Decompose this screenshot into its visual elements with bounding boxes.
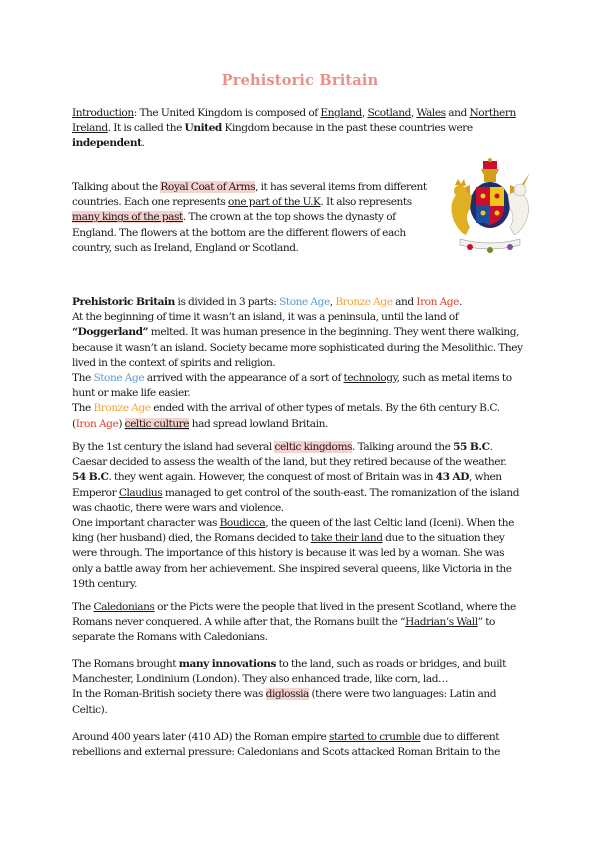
document-title: Prehistoric Britain xyxy=(221,72,379,89)
iron-age-term: Iron Age xyxy=(416,296,459,308)
text: By the 1st century the island had several xyxy=(72,441,275,453)
underline-many-kings: many kings of the past xyxy=(72,211,183,224)
underline-celtic-culture: celtic culture xyxy=(124,417,190,430)
text: One important character was xyxy=(72,517,220,530)
text: , xyxy=(361,107,368,119)
text: melted. It was human presence in the beginning. They went there walking, because it wasn’t an island. Society became more sophisticated during the Mesolithic. They lived in the context of spirits and religion. xyxy=(72,326,523,369)
bronze-age-term: Bronze Age xyxy=(335,296,393,308)
bold-independent: independent xyxy=(72,137,142,150)
highlight-royal-coat: Royal Coat of Arms xyxy=(160,181,256,193)
text: . xyxy=(141,137,145,150)
bold-doggerland: “Doggerland” xyxy=(72,326,149,339)
text: due to different rebellions and external pressure: Caledonians and Scots attacked Roman Britain to the xyxy=(72,731,500,759)
underline-claudius: Claudius xyxy=(118,486,163,499)
text: . xyxy=(458,296,462,308)
underline-hadrians-wall: Hadrian’s Wall xyxy=(405,616,478,629)
text: The xyxy=(72,402,94,415)
coat-paragraph xyxy=(72,180,432,256)
innovations-paragraph xyxy=(72,657,526,718)
caledonians-paragraph xyxy=(72,600,526,646)
bold-prehistoric-britain: Prehistoric Britain xyxy=(72,296,175,308)
text: Around 400 years later (410 AD) the Roman empire xyxy=(72,731,329,743)
text: . Caesar decided to assess the wealth of the land, but they retired because of the weather. xyxy=(72,441,507,469)
text: ) xyxy=(118,417,125,430)
link-england: England xyxy=(320,107,362,119)
text: . It is called the xyxy=(107,122,185,135)
underline-started-to-crumble: started to crumble xyxy=(329,731,421,743)
text: and xyxy=(392,296,417,308)
text: , when Emperor xyxy=(72,471,502,499)
prehistoric-paragraph xyxy=(72,295,526,432)
intro-paragraph xyxy=(72,106,526,152)
link-wales: Wales xyxy=(416,107,446,119)
text: . they went again. However, the conquest of most of Britain was in xyxy=(108,471,436,484)
roman-conquest-paragraph xyxy=(72,440,526,592)
text: The xyxy=(72,372,94,385)
text: Kingdom because in the past these countries were xyxy=(221,122,473,135)
stone-age-term: Stone Age xyxy=(279,296,330,308)
underline-caledonians: Caledonians xyxy=(93,601,155,613)
text: had spread lowland Britain. xyxy=(189,417,328,430)
text: , xyxy=(329,296,336,308)
royal-coat-of-arms-icon xyxy=(440,155,540,255)
bold-united: United xyxy=(184,122,222,135)
text: At the beginning of time it wasn’t an island, it was a peninsula, until the land of xyxy=(72,311,459,324)
text: . It also represents xyxy=(320,196,412,209)
text: . The crown at the top shows the dynasty of England. The flowers at the bottom are the different flowers of each country, such as Ireland, England or Scotland. xyxy=(72,211,406,254)
bronze-age-term-2: Bronze Age xyxy=(93,402,151,415)
underline-technology: technology xyxy=(343,372,397,385)
underline-one-part: one part of the U.K xyxy=(228,196,321,209)
bold-43ad: 43 AD xyxy=(435,471,469,484)
bold-55bc: 55 B.C xyxy=(453,441,490,453)
text: ended with the arrival of other types of metals. By the 6th century B.C. ( xyxy=(72,402,500,430)
link-northern-ireland: Northern Ireland xyxy=(72,107,516,135)
underline-take-their-land: take their land xyxy=(310,532,383,545)
text: or the Picts were the people that lived in the present Scotland, where the Romans never conquered. A while after that, the Romans built the “ xyxy=(72,601,516,629)
iron-age-term-2: Iron Age xyxy=(75,417,119,430)
text: , it has several items from different countries. Each one represents xyxy=(72,181,427,209)
bold-many-innovations: many innovations xyxy=(178,658,276,670)
link-scotland: Scotland xyxy=(367,107,411,119)
text: arrived with the appearance of a sort of xyxy=(144,372,344,385)
text: The Romans brought xyxy=(72,658,179,670)
text: and xyxy=(445,107,470,119)
text: ” to separate the Romans with Caledonians. xyxy=(72,616,495,644)
text: managed to get control of the south-east. The romanization of the island was chaotic, there were wars and violence. xyxy=(72,486,520,514)
text: , the queen of the last Celtic land (Iceni). When the king (her husband) died, the Romans decided to xyxy=(72,517,514,545)
highlight-celtic-kingdoms: celtic kingdoms xyxy=(274,441,353,453)
text: : The United Kingdom is composed of xyxy=(133,107,321,119)
text: to the land, such as roads or bridges, and built Manchester, Londinium (London). They also enhanced trade, like corn, lad… xyxy=(72,658,506,686)
highlight-diglossia: diglossia xyxy=(265,688,309,701)
roman-decline-paragraph xyxy=(72,730,526,760)
bold-54bc: 54 B.C xyxy=(72,471,109,484)
text: , such as metal items to hunt or make life easier. xyxy=(72,372,512,400)
intro-label: Introduction xyxy=(72,107,134,119)
text: In the Roman-British society there was xyxy=(72,688,266,701)
text: . Talking around the xyxy=(352,441,454,453)
text: The xyxy=(72,601,94,613)
text: Talking about the xyxy=(72,181,161,193)
text: due to the situation they were through. The importance of this history is because it was led by a woman. She was only a battle away from her achievement. She inspired several queens, like Victoria in the 19th century. xyxy=(72,532,512,590)
text: , xyxy=(410,107,417,119)
text: (there were two languages: Latin and Celtic). xyxy=(72,688,497,716)
stone-age-term-2: Stone Age xyxy=(93,372,145,385)
underline-boudicca: Boudicca xyxy=(219,517,266,530)
text: is divided in 3 parts: xyxy=(174,296,280,308)
